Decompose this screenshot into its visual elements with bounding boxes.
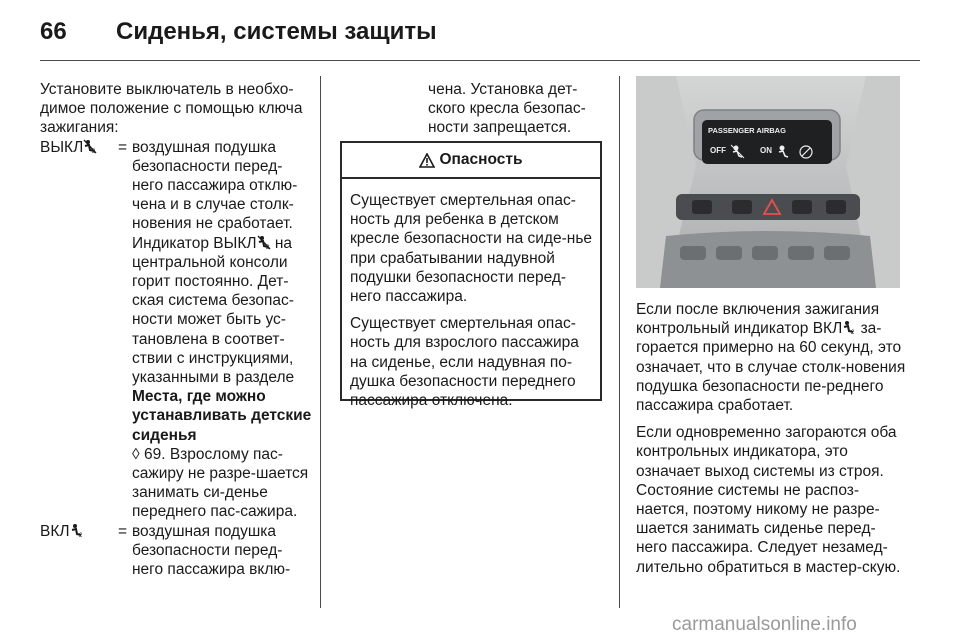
airbag-off-icon: [257, 235, 271, 250]
warning-header: [342, 143, 600, 179]
warning-paragraph-1: Существует смертельная опас-ность для ребенка в детском кресле безопасности на сиде-нье при срабатывании надувной подушки безопасности перед-него пассажира.: [350, 192, 593, 306]
column-divider-left: [320, 76, 321, 608]
page-title: Сиденья, системы защиты: [116, 18, 437, 45]
header-rule: [40, 60, 920, 61]
position-on-description: воздушная подушка безопасности перед-него пассажира вклю-: [132, 522, 291, 579]
svg-text:2: 2: [78, 532, 82, 538]
console-photo: [636, 76, 900, 288]
page-ref-number: 69.: [139, 445, 166, 463]
svg-text:2: 2: [92, 148, 96, 154]
position-off-equals: =: [118, 138, 128, 156]
warning-paragraph-2: Существует смертельная опас-ность для взрослого пассажира на сиденье, если надувная по-душка безопасности переднего пассажира отключена.: [350, 315, 579, 410]
switch-position-list: [40, 138, 312, 580]
airbag-off-icon: [83, 139, 97, 154]
column-divider-right: [619, 76, 620, 608]
position-on-term: ВКЛ: [40, 522, 70, 540]
page-number: 66: [40, 18, 67, 45]
airbag-on-icon: [70, 523, 84, 538]
intro-text: Установите выключатель в необхо-димое положение с помощью ключа зажигания:: [40, 81, 303, 137]
warning-title: Опасность: [439, 151, 523, 169]
position-off-description: воздушная подушка безопасности перед-него пассажира отклю-чена и в случае столк-новения не сработает. Индикатор ВЫКЛ 2 на центральной консоли горит постоянно. Дет-ская система безопас-ности может быть ус-тановлена в соответ-ствии с инструкциями, указанными в разделе Места, где можно устанавливать детские сиденья ◊ 69. Взрослому пас-сажиру не разре-шается занимать си-денье переднего пас-сажира.: [132, 138, 312, 521]
watermark: carmanualsonline.info: [672, 614, 857, 635]
right-paragraph-1: Если после включения зажигания контрольный индикатор ВКЛ 2 за-горается примерно на 60 секунд, это означает, что в случае столк-новения подушка безопасности пе-реднего пассажира сработает.: [636, 301, 906, 415]
svg-text:2: 2: [851, 330, 855, 336]
cross-reference-link[interactable]: Места, где можно устанавливать детские сиденья: [132, 388, 312, 444]
position-off-row: [40, 138, 312, 522]
page-header: [40, 14, 920, 58]
panel-on-label: ON: [760, 146, 772, 155]
right-paragraph-2: Если одновременно загораются оба контрольных индикатора, это означает выход системы из строя. Состояние системы не распоз-нается, поэтому никому не разре-шается занимать сиденье перед-него пассажира. Следует незамед-лительно обратиться в мастер-скую.: [636, 424, 901, 576]
warning-body: [342, 179, 600, 410]
column-left: [40, 80, 312, 579]
console-illustration: [636, 76, 900, 288]
position-on-equals: =: [118, 522, 128, 540]
svg-text:2: 2: [265, 244, 269, 250]
airbag-on-icon: [842, 320, 856, 335]
warning-box: [340, 141, 602, 410]
position-on-row: [40, 522, 312, 580]
continuation-text: чена. Установка дет-ского кресла безопас-ности запрещается.: [428, 81, 586, 137]
column-middle: [340, 80, 602, 138]
column-right: [636, 300, 906, 585]
panel-label: PASSENGER AIRBAG: [708, 126, 786, 135]
page-ref-icon: ◊: [132, 445, 140, 463]
warning-triangle-icon: [419, 153, 435, 168]
panel-off-label: OFF: [710, 146, 726, 155]
position-off-term: ВЫКЛ: [40, 138, 84, 156]
